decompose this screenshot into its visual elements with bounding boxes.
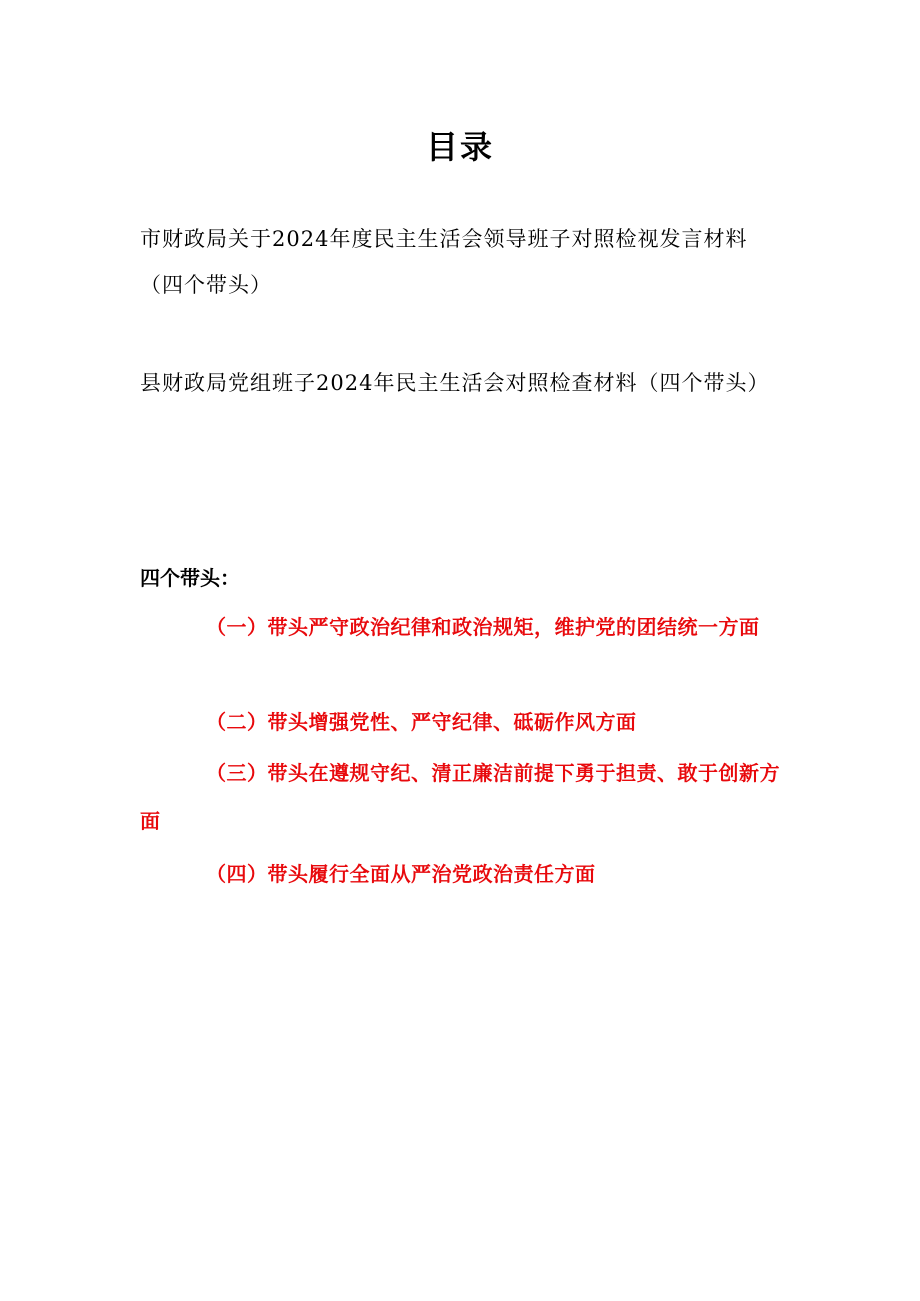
page-title: 目录 bbox=[425, 128, 494, 166]
list-item-2: （二）带头增强党性、严守纪律、砥砺作风方面 bbox=[206, 710, 637, 734]
section-heading: 四个带头： bbox=[140, 566, 240, 590]
list-item-3: （三）带头在遵规守纪、清正廉洁前提下勇于担责、敢于创新方面 bbox=[140, 761, 780, 833]
toc-entry-2: 县财政局党组班子2024年民主生活会对照检查材料（四个带头） bbox=[140, 371, 770, 395]
toc-entry-1: 市财政局关于2024年度民主生活会领导班子对照检视发言材料（四个带头） bbox=[140, 227, 748, 297]
list-item-1: （一）带头严守政治纪律和政治规矩，维护党的团结统一方面 bbox=[206, 615, 760, 639]
list-item-4: （四）带头履行全面从严治党政治责任方面 bbox=[206, 862, 596, 886]
